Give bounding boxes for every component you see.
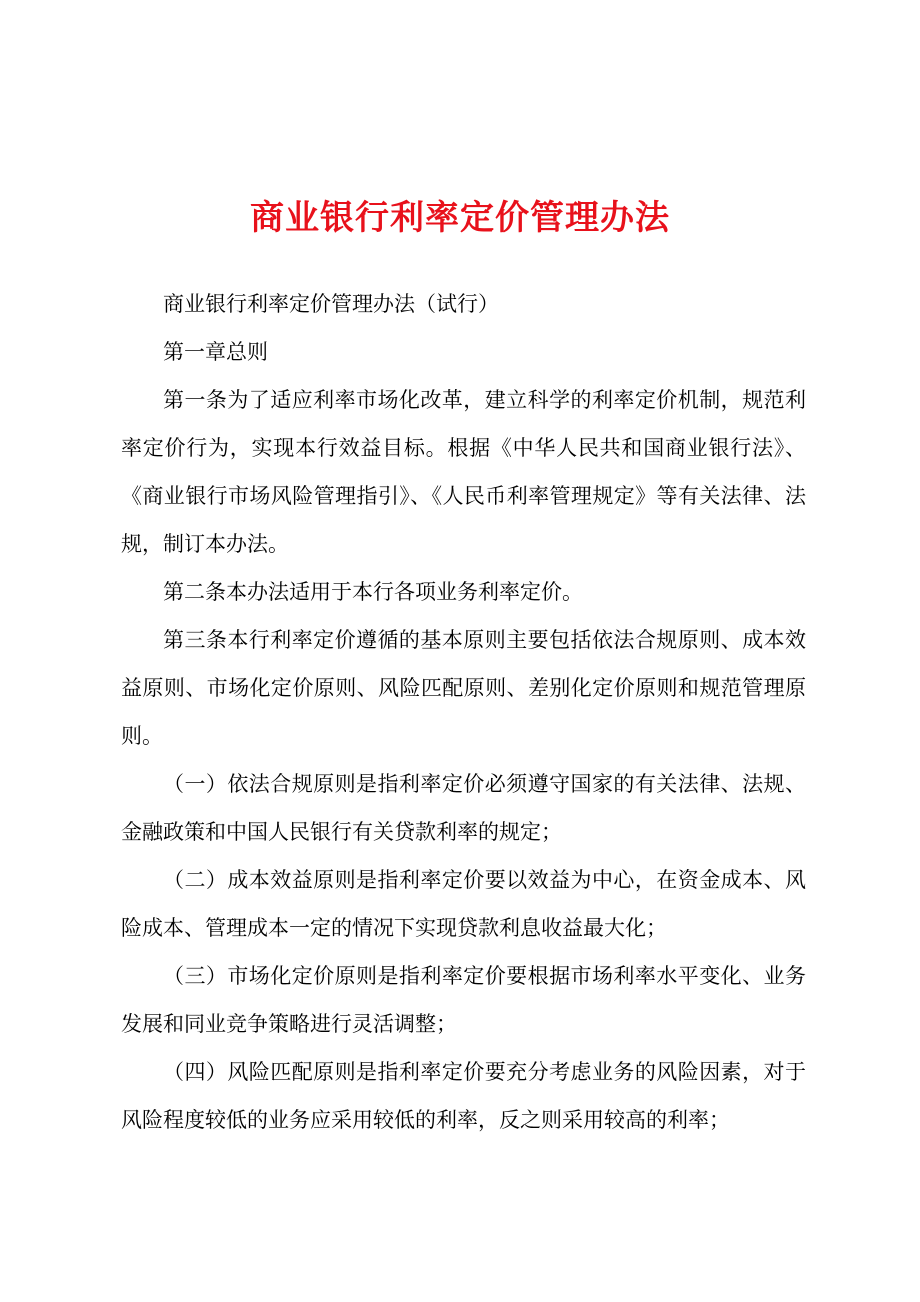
paragraph-principle-4: （四）风险匹配原则是指利率定价要充分考虑业务的风险因素，对于风险程度较低的业务应采用较低的利率，反之则采用较高的利率； (121, 1060, 806, 1132)
paragraph-principle-2: （二）成本效益原则是指利率定价要以效益为中心，在资金成本、风险成本、管理成本一定的情况下实现贷款利息收益最大化； (121, 868, 806, 940)
document-title: 商业银行利率定价管理办法 (250, 198, 670, 238)
paragraph-subtitle: 商业银行利率定价管理办法（试行） (163, 292, 499, 316)
document-body (121, 280, 806, 1144)
paragraph-article-2: 第二条本办法适用于本行各项业务利率定价。 (163, 580, 583, 604)
paragraph-principle-3: （三）市场化定价原则是指利率定价要根据市场利率水平变化、业务发展和同业竞争策略进行灵活调整； (121, 964, 806, 1036)
paragraph-principle-1: （一）依法合规原则是指利率定价必须遵守国家的有关法律、法规、金融政策和中国人民银行有关贷款利率的规定； (121, 772, 806, 844)
paragraph-chapter-heading: 第一章总则 (163, 340, 268, 364)
paragraph-article-1: 第一条为了适应利率市场化改革，建立科学的利率定价机制，规范利率定价行为，实现本行效益目标。根据《中华人民共和国商业银行法》、《商业银行市场风险管理指引》、《人民币利率管理规定》等有关法律、法规，制订本办法。 (121, 388, 806, 556)
paragraph-article-3: 第三条本行利率定价遵循的基本原则主要包括依法合规原则、成本效益原则、市场化定价原则、风险匹配原则、差别化定价原则和规范管理原则。 (121, 628, 806, 748)
